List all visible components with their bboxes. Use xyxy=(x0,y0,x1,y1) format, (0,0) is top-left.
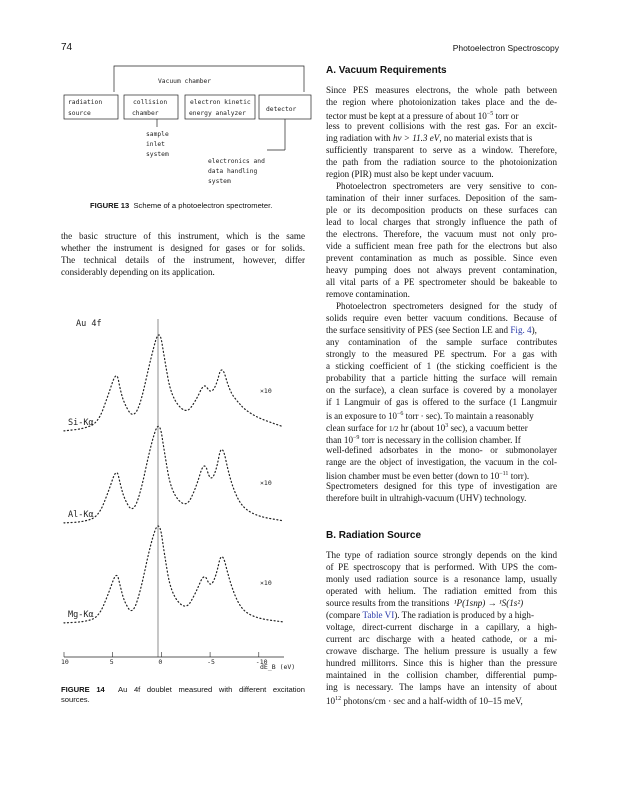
x-tick-label: 10 xyxy=(61,658,69,666)
text-fragment: torr is necessary in the collision chamber. If xyxy=(359,435,521,446)
text-line: maintained in the collision chamber, differential pump- xyxy=(326,670,557,680)
sample-label-2: inlet xyxy=(146,141,165,148)
fig-4-link[interactable]: Fig. 4 xyxy=(510,325,532,335)
text-line: prevent contamination as much as possible. Since even xyxy=(326,253,557,263)
superscript: −9 xyxy=(353,435,360,441)
text-line: Spectrometers designed for this type of investigation are xyxy=(326,481,557,491)
text-line: well-defined adsorbates in the mono- or submonolayer xyxy=(326,445,557,455)
text-fragment: torr). xyxy=(508,471,530,482)
fraction: 1/2 xyxy=(388,424,399,434)
text-line: any contamination of the sample surface contributes xyxy=(326,337,557,347)
series-label: Si-Kα xyxy=(68,418,94,428)
math-inline: hν > 11.3 eV xyxy=(392,133,440,143)
text-line: tamination of their inner surfaces. Deposition of the sam- xyxy=(326,193,557,203)
text-fragment: the surface sensitivity of PES (see Section I.E and xyxy=(326,325,509,335)
figure-13-caption-text: Scheme of a photoelectron spectrometer. xyxy=(133,201,273,210)
series-label: Al-Kα xyxy=(68,510,94,520)
text-line: Photoelectron spectrometers are very sensitive to con- xyxy=(336,181,557,191)
analyzer-label-1: electron kinetic xyxy=(190,99,251,106)
text-fragment: ), xyxy=(531,325,537,335)
superscript: −11 xyxy=(499,471,509,477)
text-fragment: tector must be kept at a pressure of about 10 xyxy=(326,111,487,122)
text-line: whether the instrument is designed for gases or for solids. xyxy=(61,243,305,253)
text-line: if 1 Langmuir of gas is offered to the surface (1 Langmuir xyxy=(326,397,557,407)
superscript: −6 xyxy=(397,411,404,417)
electronics-label-2: data handling xyxy=(208,168,258,175)
text-line: remove contamination. xyxy=(326,289,410,299)
scale-label: ×10 xyxy=(260,387,272,395)
text-line: ing is necessary. The lamps have an intensity of about xyxy=(326,682,557,692)
spectrum-line-mg-k- xyxy=(64,526,283,623)
text-line: hundred millitorrs. Since this is higher than the pressure xyxy=(326,658,557,668)
text-fragment: is an exposure to 10 xyxy=(326,410,397,421)
figure-14-caption-line-1 xyxy=(61,685,305,695)
superscript: 3 xyxy=(445,423,449,429)
figure-14-caption xyxy=(61,685,305,705)
figure-14-chart xyxy=(62,305,312,673)
text-line: a sticking coefficient of 1 (the sticking coefficient is the xyxy=(326,361,557,371)
section-b-heading: B. Radiation Source xyxy=(326,530,422,541)
text-line: vide a sufficient mean free path for the electrons but also xyxy=(326,241,557,251)
text-line: on the surface), a clean surface is covered by a monolayer xyxy=(326,385,557,395)
electronics-label-3: system xyxy=(208,178,231,185)
text-fragment: ). The radiation is produced by a high- xyxy=(394,610,534,620)
collision-label-2: chamber xyxy=(132,110,159,117)
text-fragment: , no material exists that is xyxy=(439,133,533,143)
text-fragment: clean surface for xyxy=(326,423,387,434)
spectrum-line-si-k- xyxy=(64,335,283,431)
text-line: Photoelectron spectrometers designed for the study of xyxy=(336,301,557,311)
text-line: heavy pumping does not always prevent contamination, xyxy=(326,265,557,275)
text-fragment: source results from the transitions xyxy=(326,598,450,608)
text-fragment: sec), a vacuum better xyxy=(448,423,528,434)
sample-label-3: system xyxy=(146,151,169,158)
math-inline: ¹P(1snp) → ¹S(1s²) xyxy=(453,598,524,608)
radiation-label-1: radiation xyxy=(68,99,103,106)
text-line: the electrons. Therefore, the vacuum must not only pro- xyxy=(326,229,557,239)
text-fragment: (compare xyxy=(326,610,361,620)
text-fragment: ing radiation with xyxy=(326,133,391,143)
table-vi-link[interactable]: Table VI xyxy=(362,610,395,620)
text-line: less to prevent collisions with the rest gas. For an excit- xyxy=(326,121,557,131)
text-line: sufficiently transparent to serve as a window. Therefore, xyxy=(326,145,557,155)
text-line: Since PES measures electrons, the whole path between xyxy=(326,85,557,95)
text-line: of PE spectroscopy that is performed. With UPS the com- xyxy=(326,562,557,572)
text-line: range are the object of investigation, the vacuum in the col- xyxy=(326,457,557,467)
vacuum-chamber-label: Vacuum chamber xyxy=(158,78,212,85)
scale-label: ×10 xyxy=(260,579,272,587)
text-fragment: lision chamber must be even better (down to 10 xyxy=(326,471,500,482)
text-line: region (PIR) must also be kept under vacuum. xyxy=(326,169,494,179)
text-line xyxy=(326,132,532,144)
x-tick-label: -10 xyxy=(255,658,268,666)
series-label: Mg-Kα xyxy=(68,610,94,620)
text-fragment: torr or xyxy=(493,111,519,122)
text-line xyxy=(326,693,523,707)
x-tick-label: 5 xyxy=(109,658,114,666)
figure-14-caption-label: FIGURE 14 xyxy=(61,685,105,694)
analyzer-label-2: energy analyzer xyxy=(189,110,246,117)
text-fragment: 10 xyxy=(326,696,336,707)
collision-label-1: collision xyxy=(133,99,168,106)
text-line: monly used radiation source is a resonance lamp, usually xyxy=(326,574,557,584)
text-line: the path from the radiation source to the photoionization xyxy=(326,157,557,167)
text-line xyxy=(326,597,523,609)
text-line xyxy=(326,609,534,621)
text-line: therefore built in ultrahigh-vacuum (UHV) technology. xyxy=(326,493,527,503)
superscript: 12 xyxy=(335,696,342,702)
text-line: solids require even better vacuum conditions. Because of xyxy=(326,313,557,323)
figure-13-diagram xyxy=(62,62,314,197)
running-title: Photoelectron Spectroscopy xyxy=(452,43,559,53)
text-fragment: torr · sec). To maintain a reasonably xyxy=(403,410,534,421)
text-line xyxy=(326,324,537,336)
text-line: current arc discharge with a heated cathode, or a mi- xyxy=(326,634,557,644)
spectrum-line-al-k- xyxy=(64,426,283,523)
electronics-label-1: electronics and xyxy=(208,158,265,165)
figure-14-caption-text: Au 4f doublet measured with different excitation xyxy=(118,685,305,694)
chart-title: Au 4f xyxy=(76,319,102,329)
text-line: operated with helium. The radiation emitted from this xyxy=(326,586,557,596)
text-fragment: photons/cm · sec and a half-width of 10–15 meV, xyxy=(341,696,523,707)
text-line: considerably depending on its application. xyxy=(61,267,215,277)
text-fragment: hr (about 10 xyxy=(398,423,446,434)
text-line: voltage, direct-current discharge in a capillary, a high- xyxy=(326,622,557,632)
page-number: 74 xyxy=(61,42,73,53)
text-line: lead to local charges that strongly influence the path of xyxy=(326,217,557,227)
text-line: probability that a particle hitting the surface will remain xyxy=(326,373,557,383)
detector-label: detector xyxy=(266,106,297,113)
text-line: the region where photoionization takes place and the de- xyxy=(326,97,557,107)
text-line: ple or its decomposition products on these surfaces can xyxy=(326,205,557,215)
figure-14-caption-line-2: sources. xyxy=(61,695,90,704)
text-fragment: than 10 xyxy=(326,435,354,446)
superscript: −5 xyxy=(486,111,494,117)
x-tick-label: -5 xyxy=(207,658,215,666)
text-line: the basic structure of this instrument, which is the same xyxy=(61,231,305,241)
text-line: crowave discharge. The helium pressure is usually a few xyxy=(326,646,557,656)
radiation-label-2: source xyxy=(68,110,91,117)
scale-label: ×10 xyxy=(260,479,272,487)
x-axis-label: dE_B (eV) xyxy=(260,663,296,671)
figure-13-caption-label: FIGURE 13 xyxy=(90,201,130,210)
x-tick-label: 0 xyxy=(158,658,163,666)
section-a-heading: A. Vacuum Requirements xyxy=(326,65,447,76)
text-line: The technical details of the instrument, however, differ xyxy=(61,255,305,265)
sample-label-1: sample xyxy=(146,131,169,138)
text-line: The type of radiation source strongly depends on the kind xyxy=(326,550,557,560)
figure-13-caption xyxy=(90,201,272,211)
text-line: strongly to the measured PE spectrum. For a gas with xyxy=(326,349,557,359)
text-line: all vital parts of a PE spectrometer should be bakeable to xyxy=(326,277,557,287)
